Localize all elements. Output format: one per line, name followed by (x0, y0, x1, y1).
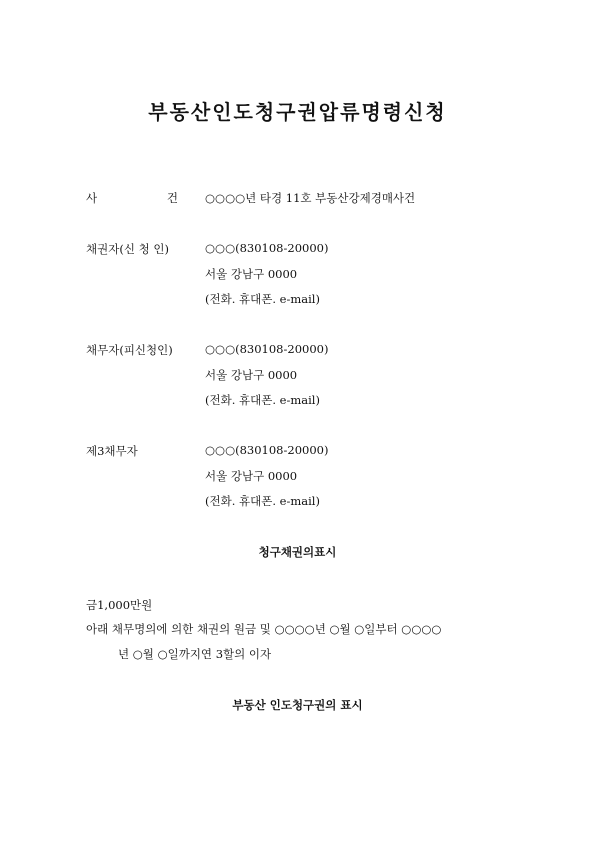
debtor-label: 채무자(피신청인) (86, 343, 173, 357)
debtor-contact: (전화. 휴대폰. e-mail) (205, 393, 320, 407)
creditor-label: 채권자(신 청 인) (86, 242, 169, 256)
debtor-address: 서울 강남구 0000 (205, 368, 298, 382)
page-title: 부동산인도청구권압류명령신청 (148, 100, 447, 124)
case-label-right: 건 (166, 191, 178, 205)
third-debtor-name: ○○○(830108-20000) (205, 443, 329, 457)
property-section-title: 부동산 인도청구권의 표시 (232, 698, 363, 712)
case-value: ○○○○년 타경 11호 부동산강제경매사건 (205, 191, 416, 205)
case-label-left: 사 (86, 191, 98, 205)
claim-section-title: 청구채권의표시 (258, 545, 337, 559)
third-debtor-address: 서울 강남구 0000 (205, 469, 298, 483)
third-debtor-label: 제3채무자 (86, 444, 138, 458)
claim-amount: 금1,000만원 (86, 598, 153, 612)
third-debtor-contact: (전화. 휴대폰. e-mail) (205, 494, 320, 508)
creditor-address: 서울 강남구 0000 (205, 267, 298, 281)
creditor-contact: (전화. 휴대폰. e-mail) (205, 292, 320, 306)
case-label (86, 190, 178, 206)
claim-description-line-2: 년 ○월 ○일까지연 3할의 이자 (118, 647, 272, 661)
creditor-name: ○○○(830108-20000) (205, 241, 329, 255)
debtor-name: ○○○(830108-20000) (205, 342, 329, 356)
claim-description-line-1: 아래 채무명의에 의한 채권의 원금 및 ○○○○년 ○월 ○일부터 ○○○○ (86, 622, 442, 636)
